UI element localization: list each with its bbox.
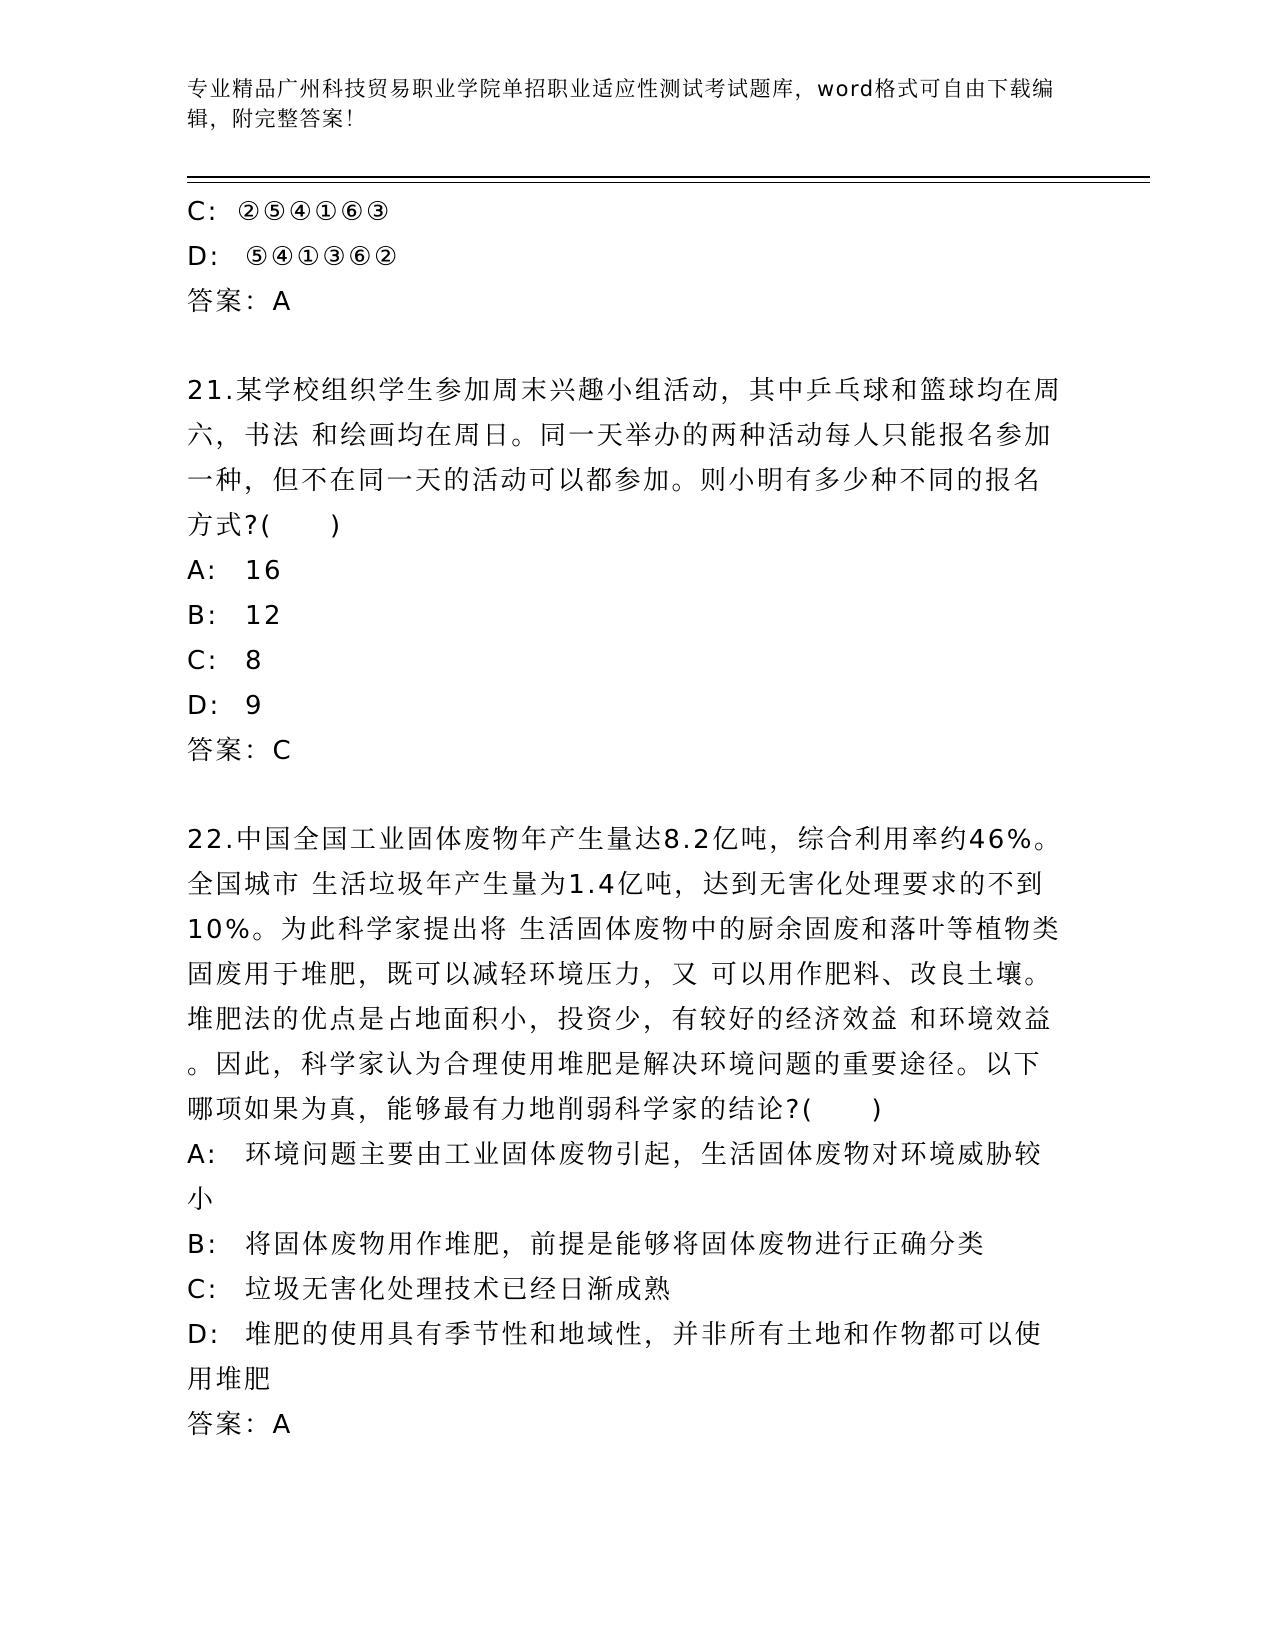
spacer: [187, 774, 1067, 818]
question-text-line: 六，书法 和绘画均在周日。同一天举办的两种活动每人只能报名参加: [187, 421, 1053, 451]
spacer: [187, 325, 1067, 369]
option-d: D: 堆肥的使用具有季节性和地域性，并非所有土地和作物都可以使: [187, 1320, 1044, 1350]
document-body: [187, 190, 1067, 1448]
question-text-line: 一种，但不在同一天的活动可以都参加。则小明有多少种不同的报名: [187, 466, 1043, 496]
answer: 答案：A: [187, 287, 293, 317]
option-d: D: 9: [187, 691, 265, 721]
option-b: B: 将固体废物用作堆肥，前提是能够将固体废物进行正确分类: [187, 1230, 987, 1260]
question-text-line: 哪项如果为真，能够最有力地削弱科学家的结论?( ): [187, 1095, 885, 1125]
question-text-line: 方式?( ): [187, 511, 343, 541]
question-text-line: 。因此，科学家认为合理使用堆肥是解决环境问题的重要途径。以下: [187, 1050, 1043, 1080]
question-text-line: 21.某学校组织学生参加周末兴趣小组活动，其中乒乓球和篮球均在周: [187, 376, 1063, 406]
question-text-line: 堆肥法的优点是占地面积小，投资少，有较好的经济效益 和环境效益: [187, 1005, 1053, 1035]
option-a: A: 环境问题主要由工业固体废物引起，生活固体废物对环境威胁较: [187, 1140, 1044, 1170]
header-rule-thin: [187, 182, 1150, 183]
document-header: [187, 74, 1067, 134]
question-text-line: 全国城市 生活垃圾年产生量为1.4亿吨，达到无害化处理要求的不到: [187, 870, 1045, 900]
question-text-line: 10%。为此科学家提出将 生活固体废物中的厨余固废和落叶等植物类: [187, 915, 1062, 945]
option-a: A: 16: [187, 556, 284, 586]
option-a-continuation: 小: [187, 1185, 216, 1215]
header-rule-thick: [187, 176, 1150, 178]
question-21: [187, 369, 1067, 774]
header-title: 专业精品广州科技贸易职业学院单招职业适应性测试考试题库，word格式可自由下载编辑，附完整答案！: [187, 77, 1055, 131]
option-c: C: 垃圾无害化处理技术已经日渐成熟: [187, 1275, 673, 1305]
option-d-continuation: 用堆肥: [187, 1365, 273, 1395]
option-b: B: 12: [187, 601, 284, 631]
option-d: D: ⑤④①③⑥②: [187, 242, 400, 272]
answer: 答案：A: [187, 1410, 293, 1440]
question-text-line: 22.中国全国工业固体废物年产生量达8.2亿吨，综合利用率约46%。: [187, 825, 1063, 855]
question-text-line: 固废用于堆肥，既可以减轻环境压力，又 可以用作肥料、改良土壤。: [187, 960, 1053, 990]
option-c: C: ②⑤④①⑥③: [187, 197, 392, 227]
option-c: C: 8: [187, 646, 265, 676]
question-22: [187, 818, 1067, 1448]
answer: 答案：C: [187, 736, 294, 766]
